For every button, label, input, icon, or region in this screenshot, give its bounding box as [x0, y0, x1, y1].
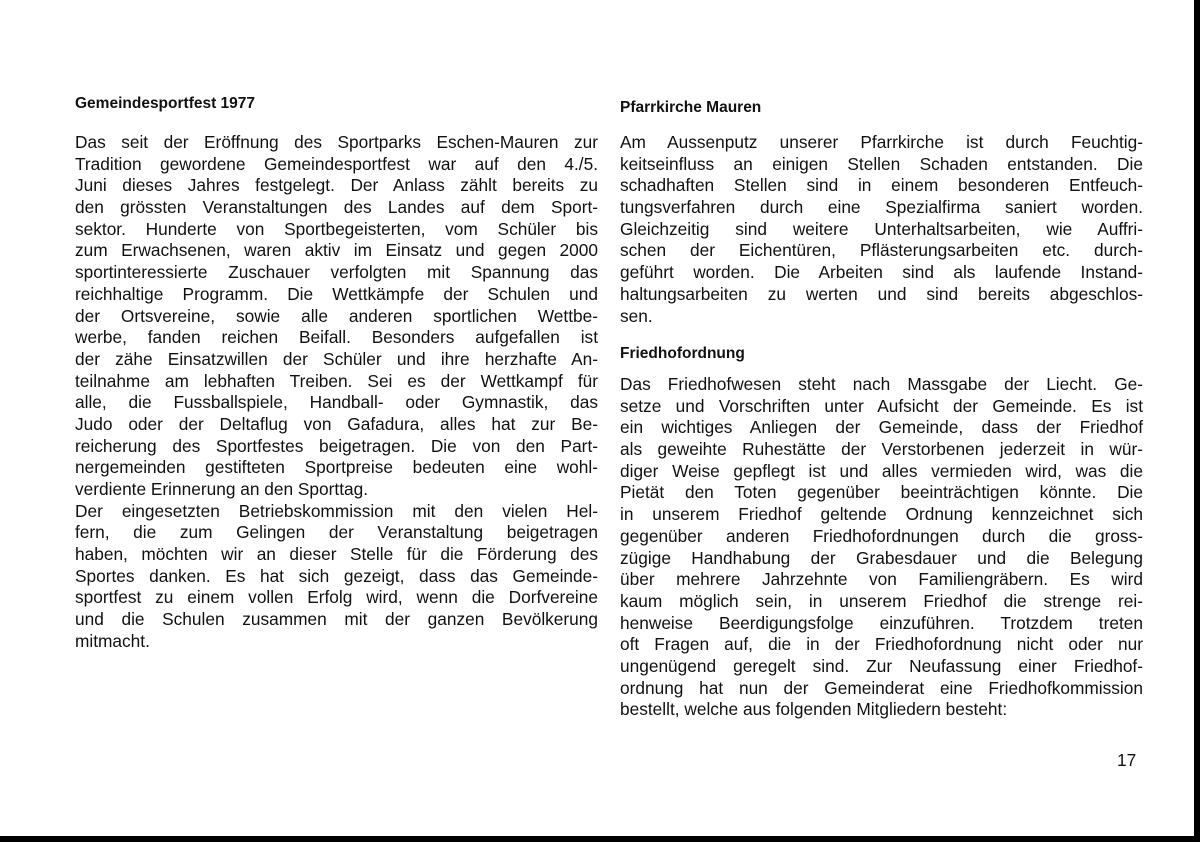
- text-line: der Ortsvereine, sowie alle anderen sportlichen Wettbe-: [75, 305, 598, 326]
- text-line: tungsverfahren durch eine Spezialfirma saniert worden.: [620, 197, 1143, 218]
- text-line: reicherung des Sportfestes beigetragen. Die von den Part-: [75, 435, 598, 456]
- text-line: Tradition gewordene Gemeindesportfest war auf den 4./5.: [75, 153, 598, 174]
- text-line: Der eingesetzten Betriebskommission mit den vielen Hel-: [75, 500, 598, 521]
- page-frame-right-edge: [1194, 0, 1200, 842]
- text-line: oft Fragen auf, die in der Friedhofordnung nicht oder nur: [620, 634, 1143, 655]
- text-line: zum Erwachsenen, waren aktiv im Einsatz und gegen 2000: [75, 240, 598, 261]
- text-line: werbe, fanden reichen Beifall. Besonders aufgefallen ist: [75, 327, 598, 348]
- text-line: sportinteressierte Zuschauer verfolgten mit Spannung das: [75, 262, 598, 283]
- text-line: geführt worden. Die Arbeiten sind als laufende Instand-: [620, 262, 1143, 283]
- heading-pfarrkirche-mauren: Pfarrkirche Mauren: [620, 99, 762, 116]
- text-line: Am Aussenputz unserer Pfarrkirche ist durch Feuchtig-: [620, 132, 1143, 152]
- page-number: 17: [1117, 750, 1137, 770]
- text-line: sektor. Hunderte von Sportbegeisterten, vom Schüler bis: [75, 218, 598, 239]
- text-line: gegenüber anderen Friedhofordnungen durch die gross-: [620, 525, 1143, 546]
- paragraph-friedhofordnung: [620, 374, 1143, 721]
- text-line: der zähe Einsatzwillen der Schüler und ihre herzhafte An-: [75, 348, 598, 369]
- page-frame-bottom-edge: [0, 836, 1200, 842]
- text-line: den grössten Veranstaltungen des Landes auf dem Sport-: [75, 197, 598, 218]
- text-line: diger Weise gepflegt ist und alles vermieden wird, was die: [620, 460, 1143, 481]
- text-line: Judo oder der Deltaflug von Gafadura, alles hat zur Be-: [75, 413, 598, 434]
- text-line: reichhaltige Programm. Die Wettkämpfe der Schulen und: [75, 283, 598, 304]
- text-line: kaum möglich sein, in unserem Friedhof die strenge rei-: [620, 590, 1143, 611]
- text-line: teilnahme am lebhaften Treiben. Sei es der Wettkampf für: [75, 370, 598, 391]
- text-line: Das Friedhofwesen steht nach Massgabe der Liecht. Ge-: [620, 374, 1143, 394]
- text-line: verdiente Erinnerung an den Sporttag.: [75, 479, 369, 499]
- text-line: und die Schulen zusammen mit der ganzen Bevölkerung: [75, 609, 598, 630]
- text-line: keitseinfluss an einigen Stellen Schaden entstanden. Die: [620, 153, 1143, 174]
- paragraph-pfarrkirche: [620, 132, 1143, 327]
- text-line: bestellt, welche aus folgenden Mitgliedern besteht:: [620, 699, 1008, 720]
- text-line: haben, möchten wir an dieser Stelle für die Förderung des: [75, 544, 598, 565]
- text-line: nergemeinden gestifteten Sportpreise bedeuten eine wohl-: [75, 457, 598, 478]
- text-line: sen.: [620, 305, 653, 326]
- text-line: ungenügend geregelt sind. Zur Neufassung einer Friedhof-: [620, 655, 1143, 676]
- text-line: haltungsarbeiten zu werten und sind bereits abgeschlos-: [620, 283, 1143, 304]
- text-line: fern, die zum Gelingen der Veranstaltung beigetragen: [75, 522, 598, 543]
- text-line: über mehrere Jahrzehnte von Familiengräbern. Es wird: [620, 569, 1143, 590]
- text-line: ein wichtiges Anliegen der Gemeinde, dass der Friedhof: [620, 417, 1143, 438]
- text-line: als geweihte Ruhestätte der Verstorbenen jederzeit in wür-: [620, 439, 1143, 460]
- text-line: Juni dieses Jahres festgelegt. Der Anlass zählt bereits zu: [75, 175, 598, 196]
- text-line: sportfest zu einem vollen Erfolg wird, wenn die Dorfvereine: [75, 587, 598, 608]
- text-line: setze und Vorschriften unter Aufsicht der Gemeinde. Es ist: [620, 395, 1143, 416]
- text-line: schadhaften Stellen sind in einem besonderen Entfeuch-: [620, 175, 1143, 196]
- text-line: zügige Handhabung der Grabesdauer und die Belegung: [620, 547, 1143, 568]
- heading-friedhofordnung: Friedhofordnung: [620, 345, 745, 362]
- text-line: Sportes danken. Es hat sich gezeigt, dass das Gemeinde-: [75, 565, 598, 586]
- heading-gemeindesportfest: Gemeindesportfest 1977: [75, 95, 256, 112]
- paragraph-sportfest-report: [75, 132, 598, 653]
- text-line: in unserem Friedhof geltende Ordnung kennzeichnet sich: [620, 504, 1143, 525]
- text-line: Gleichzeitig sind weitere Unterhaltsarbeiten, wie Auffri-: [620, 218, 1143, 239]
- text-line: Das seit der Eröffnung des Sportparks Eschen-Mauren zur: [75, 132, 598, 152]
- text-line: ordnung hat nun der Gemeinderat eine Friedhofkommission: [620, 677, 1143, 698]
- text-line: Pietät den Toten gegenüber beeinträchtigen könnte. Die: [620, 482, 1143, 503]
- text-line: henweise Beerdigungsfolge einzuführen. Trotzdem treten: [620, 612, 1143, 633]
- text-line: alle, die Fussballspiele, Handball- oder Gymnastik, das: [75, 392, 598, 413]
- text-line: mitmacht.: [75, 630, 150, 651]
- text-line: schen der Eichentüren, Pflästerungsarbeiten etc. durch-: [620, 240, 1143, 261]
